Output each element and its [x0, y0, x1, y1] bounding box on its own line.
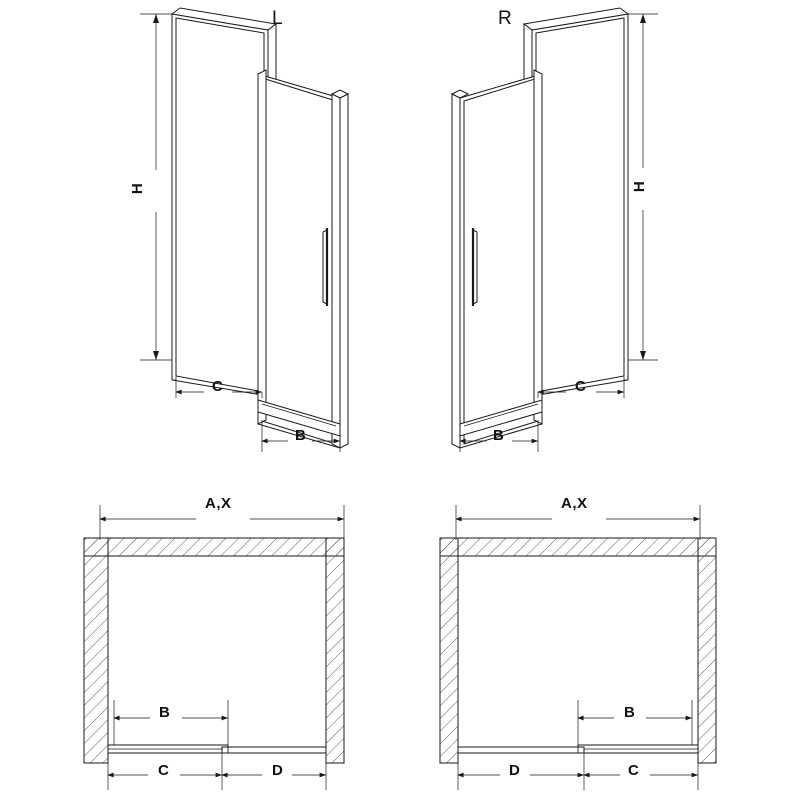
plan-left-geometry — [84, 505, 344, 790]
door-label-left-plan: B — [159, 704, 171, 721]
opening-label-right-plan: D — [509, 762, 521, 779]
elevation-left-geometry — [140, 8, 348, 452]
fixed-panel-label-left-elevation: C — [212, 378, 224, 395]
fixed-panel-label-right-elevation: C — [575, 378, 587, 395]
plan-right-geometry — [440, 505, 716, 790]
fixed-label-right-plan: C — [628, 762, 640, 779]
variant-label-right: R — [498, 8, 513, 29]
opening-label-left-plan: D — [272, 762, 284, 779]
height-label-left: H — [129, 182, 147, 195]
door-panel-label-right-elevation: B — [493, 427, 505, 444]
fixed-label-left-plan: C — [158, 762, 170, 779]
height-label-right: H — [631, 180, 649, 193]
door-panel-label-left-elevation: B — [295, 427, 307, 444]
elevation-right-geometry — [452, 8, 658, 452]
door-label-right-plan: B — [624, 704, 636, 721]
variant-label-left: L — [272, 8, 284, 29]
overall-label-right-plan: A,X — [561, 495, 588, 512]
overall-label-left-plan: A,X — [205, 495, 232, 512]
